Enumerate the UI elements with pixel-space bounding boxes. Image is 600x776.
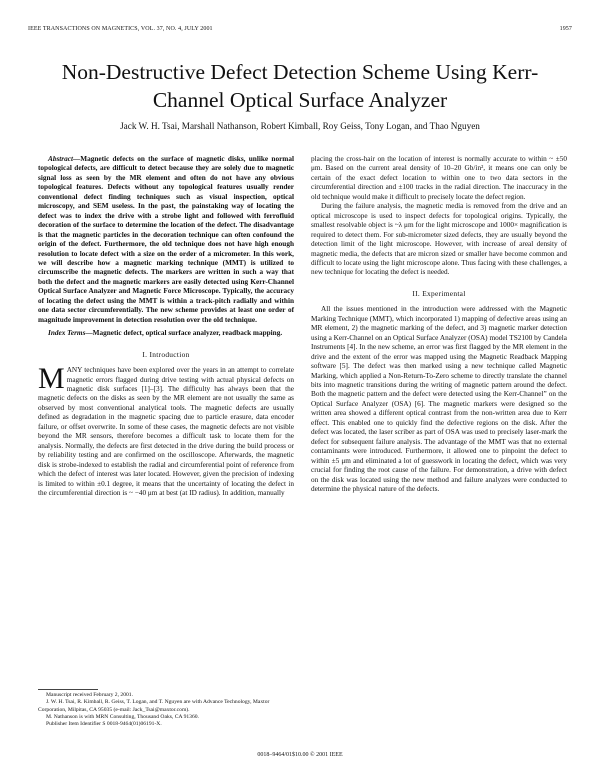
drop-cap: M — [38, 362, 65, 396]
right-column — [311, 155, 567, 494]
copyright-line: 0018–9464/01$10.00 © 2001 IEEE — [257, 752, 343, 758]
section-heading-experimental: II. Experimental — [412, 288, 466, 298]
footnote-rule — [38, 689, 98, 690]
intro-continued: placing the cross-hair on the location of interest is normally accurate to within ~ ±50 μm. Based on the current areal density of 10–20 Gb/in², it means one can only be certain of the exact defect location to within one to two data sectors in the circumferential direction and ±100 tracks in the radial direction. The inaccuracy in the old technique would make it difficult to precisely locate the defect region. — [311, 155, 567, 201]
abstract-text: —Magnetic defects on the surface of magnetic disks, unlike normal topological defects, are difficult to detect because they are solely due to magnetic signal loss as seen by the MR element and often do not have any obvious topological features. Defects without any topological features usually render conventional defect finding techniques such as visual inspection, optical microscopy, and SEM useless. In the past, the painstaking way of locating the defect was to index the drive with a strobe light and followed with ferrofluid decoration of the surface to determine the location of the defect. The disadvantage is that the magnetic particles in the decoration technique can often confound the origin of the defect. Furthermore, the old technique does not have high enough resolution to locate defect with a size on the order of a micrometer. In this work, we will describe how a magnetic marking technique (MMT) is utilized to circumscribe the magnetic defects. The markers are written in such a way that both the defect and the magnetic markers are easily detected using Kerr-Channel Optical Surface Analyzer and Magnetic Force Microscope. Typically, the accuracy of locating the defect using the MMT is within a track-pitch radially and within one data sector circumferentially. The new scheme provides at least one order of magnitude improvement in detection resolution over the old technique. — [38, 155, 294, 324]
intro-text: ANY techniques have been explored over the years in an attempt to correlate magnetic errors flagged during drive testing with actual physical defects on magnetic disk surfaces [1]–[3]. The difficulty has always been that the magnetic defects on the disks as seen by the MR element are not usually the same as observed by most conventional analytical tools. The magnetic defects are usually defined as degradation in the magnetic spacing due to particle erasure, data encoder failure, or offset overwrite. In some of these cases, the magnetic defects are not visible beyond the MR sensors, therefore becomes a difficult task to locate them for the analysis. Normally, the defects are first detected in the drive during the build process or by reliability testing and are confirmed on the oscilloscope. Afterwards, the magnetic disk is strobe-indexed to establish the radial and circumferential point of reference from which the defect of interest was later located. However, given the precision of indexing is limited to within ±0.1 degree, it means that the uncertainty of locating the defect in the circumferential direction is ~ −40 μm at best (at ID radius). In addition, manually — [38, 366, 294, 497]
footnote-affiliation-2: M. Nathanson is with MRN Consulting, Thousand Oaks, CA 91360. — [46, 713, 199, 720]
page-number: 1957 — [559, 26, 572, 32]
running-header — [28, 26, 572, 32]
footnote-affiliation-1: J. W. H. Tsai, R. Kimball, R. Geiss, T. Logan, and T. Nguyen are with Advance Technology, Maxtor Corporation, Milpitas, CA 95035 (e-mail: Jack_Tsai@maxtor.com). — [38, 699, 270, 713]
intro-paragraph-2: During the failure analysis, the magnetic media is removed from the drive and an optical microscope is used to inspect defects for topological origins. Typically, the smallest resolvable object is ~λ μm for the light microscope and 1000× magnification is required to detect them. For sub-micrometer sized defects, they are usually beyond the detection limit of the light microscope. However, with increase of areal density of magnetic media, the defects that are micron sized or smaller have become common and difficult to locate using the light microscope alone. Thus facing with these challenges, a new technique for locating the defect is needed. — [311, 202, 567, 277]
abstract-lead: Abstract — [48, 155, 73, 163]
journal-line: IEEE TRANSACTIONS ON MAGNETICS, VOL. 37, NO. 4, JULY 2001 — [28, 26, 213, 32]
index-terms-lead: Index Terms — [48, 329, 86, 338]
intro-paragraph — [38, 362, 294, 498]
paper-title: Non-Destructive Defect Detection Scheme Using Kerr-Channel Optical Surface Analyzer — [61, 60, 539, 112]
experimental-paragraph: All the issues mentioned in the introduction were addressed with the Magnetic Marking Technique (MMT), which incorporated 1) mapping of defective areas using an MR element, 2) the magnetic marking of the defect, and 3) magnetic marker detection using a Kerr-Channel on an Optical Surface Analyzer (OSA) model TS2100 by Candela Instruments [4]. In the new scheme, an error was first flagged by the MR element in the drive and the extent of the error was mapped using the Magnetic Readback Mapping software [5]. The defect was then marked using a new technique called Magnetic Marking, which applied a Non-Return-To-Zero scheme to directly translate the channel bits into magnetic transitions during the writing of magnetic pattern around the defect. Both the magnetic pattern and the defect were detected using the Kerr-Channel” on the Optical Surface Analyzer (OSA) [6]. The magnetic markers were designed so the written area showed a different optical contrast from the non-written area due to Kerr effect. This enabled one to quickly find the defective regions on the disk. After the defect was located, the laser scriber as part of OSA was used to precisely laser-mark the defect for subsequent failure analysis. The advantage of the MMT was that no external contaminants were introduced. Furthermore, it allowed one to pinpoint the defect to within ±5 μm and eliminated a lot of guesswork in locating the defect, which was very crucial for finding the root cause of the failure. For demonstration, a drive with defect on the disk was located using the new method and failure analyzes were conducted to determine the physical nature of the defects. — [311, 305, 567, 493]
footnote-pii: Publisher Item Identifier S 0018-9464(01)06191-X. — [46, 721, 162, 728]
left-column — [38, 155, 294, 498]
abstract — [38, 155, 294, 325]
footnote-received: Manuscript received February 2, 2001. — [46, 692, 133, 698]
author-list: Jack W. H. Tsai, Marshall Nathanson, Robert Kimball, Roy Geiss, Tony Logan, and Thao Nguyen — [120, 121, 480, 131]
footnotes — [38, 692, 294, 728]
index-terms-text: —Magnetic defect, optical surface analyzer, readback mapping. — [85, 329, 283, 338]
index-terms — [38, 329, 294, 338]
section-heading-introduction: I. Introduction — [142, 349, 190, 359]
